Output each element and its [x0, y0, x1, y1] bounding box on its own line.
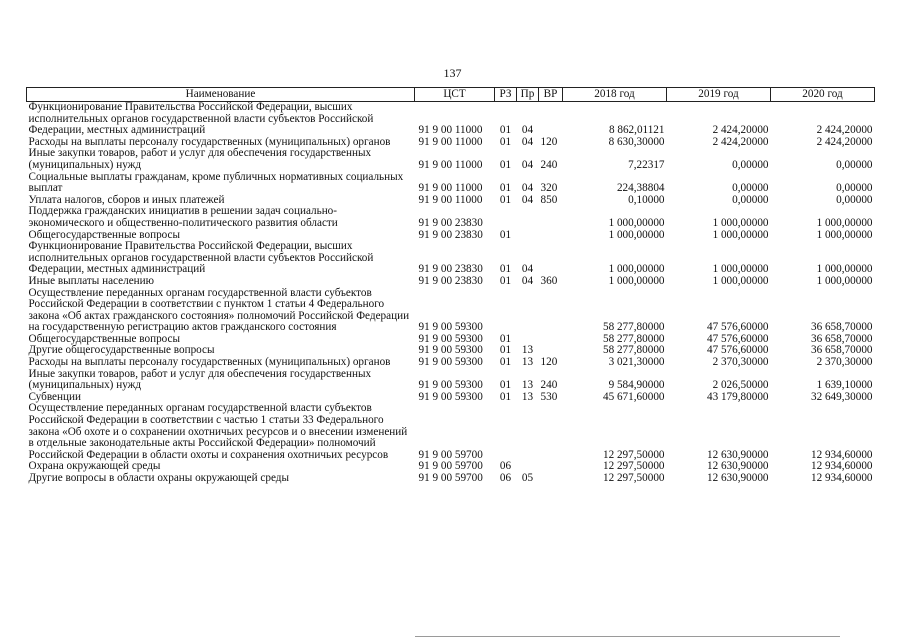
table-row: [27, 369, 875, 392]
row-rz: 01: [499, 390, 512, 403]
row-pr: 13: [521, 390, 534, 403]
row-vr: [539, 230, 563, 242]
header-cst: ЦСТ: [415, 88, 495, 102]
table-row: [27, 357, 875, 369]
row-2018: 0,10000: [628, 193, 665, 206]
row-rz: 06: [499, 460, 512, 473]
table-header-row: [27, 88, 875, 102]
row-pr: [517, 403, 539, 461]
row-2018: 12 297,50000: [602, 472, 665, 484]
row-vr: [539, 461, 563, 473]
row-name: Поддержка гражданских инициатив в решении задач социально-экономического и общественно-политического развития области: [28, 205, 338, 229]
row-rz: 01: [499, 274, 512, 287]
row-2020: 0,00000: [836, 158, 873, 171]
row-2020: 1 000,00000: [816, 216, 873, 229]
page-number: 137: [443, 66, 462, 80]
row-cst: 91 9 00 11000: [418, 182, 483, 195]
row-rz: 01: [499, 135, 512, 148]
table-row: [27, 148, 875, 171]
row-2019: 2 370,30000: [712, 356, 769, 369]
row-vr: [539, 473, 563, 485]
row-pr: [517, 288, 539, 334]
row-2020: 1 000,00000: [816, 263, 873, 276]
header-2020: 2020 год: [771, 88, 875, 102]
row-2019: 1 000,00000: [712, 263, 769, 276]
row-name: Охрана окружающей среды: [28, 460, 161, 473]
row-2019: 2 026,50000: [712, 379, 769, 392]
row-vr: [539, 403, 563, 461]
row-cst: 91 9 00 59700: [418, 460, 483, 473]
row-2018: 7,22317: [628, 158, 665, 171]
row-2019: 47 576,60000: [706, 344, 769, 357]
row-cst: 91 9 00 59700: [418, 448, 483, 461]
row-2018: 1 000,00000: [608, 274, 665, 287]
row-2020: 36 658,70000: [810, 344, 873, 357]
row-pr: 04: [521, 274, 534, 287]
row-2018: 45 671,60000: [602, 390, 665, 403]
header-pr: Пр: [517, 88, 539, 102]
row-rz: 01: [499, 193, 512, 206]
row-rz: 01: [499, 182, 512, 195]
row-pr: 04: [521, 263, 534, 276]
row-2019: 1 000,00000: [712, 274, 769, 287]
header-2019: 2019 год: [667, 88, 771, 102]
row-rz: 01: [499, 356, 512, 369]
row-vr: [539, 334, 563, 346]
row-2019: 0,00000: [732, 158, 769, 171]
row-name: Функционирование Правительства Российской Федерации, высших исполнительных органов государственной власти субъектов Российской Федерации, местных администраций: [28, 240, 374, 276]
row-name: Иные выплаты населению: [28, 274, 154, 287]
row-vr: 530: [540, 390, 558, 403]
row-2020: 1 000,00000: [816, 274, 873, 287]
row-rz: 01: [499, 344, 512, 357]
row-name: Уплата налогов, сборов и иных платежей: [28, 193, 225, 206]
row-rz: 01: [499, 332, 512, 345]
row-cst: 91 9 00 59300: [418, 321, 483, 334]
table-row: [27, 206, 875, 229]
row-2018: 1 000,00000: [608, 263, 665, 276]
row-2020: 2 424,20000: [816, 135, 873, 148]
row-2020: 0,00000: [836, 193, 873, 206]
row-2018: 12 297,50000: [602, 460, 665, 473]
row-cst: 91 9 00 59300: [418, 379, 483, 392]
row-2019: 12 630,90000: [706, 460, 769, 473]
row-2018: 1 000,00000: [608, 216, 665, 229]
row-2018: 8 862,01121: [608, 124, 665, 137]
row-vr: 120: [540, 356, 558, 369]
row-pr: 04: [521, 124, 534, 137]
row-name: Осуществление переданных органам государственной власти субъектов Российской Федерации в соответствии с частью 1 статьи 33 Федерального закона «Об охоте и о сохранении охотничьих ресурсов и о внесении изменений в отдельные законодательные акты Российской Федерации» полномочий Российской Федерации в области охоты и сохранения охотничьих ресурсов: [28, 402, 408, 461]
row-name: Социальные выплаты гражданам, кроме публичных нормативных социальных выплат: [28, 170, 404, 195]
row-name: Общегосударственные вопросы: [28, 228, 181, 241]
table-row: [27, 288, 875, 334]
row-vr: [539, 206, 563, 229]
row-2019: 0,00000: [732, 193, 769, 206]
row-rz: 01: [499, 228, 512, 241]
row-2020: 0,00000: [836, 182, 873, 195]
row-vr: 320: [540, 182, 558, 195]
row-name: Иные закупки товаров, работ и услуг для обеспечения государственных (муниципальных) нужд: [28, 147, 372, 171]
row-cst: 91 9 00 23830: [418, 263, 483, 276]
row-2020: 12 934,60000: [810, 448, 873, 461]
budget-table: [26, 87, 875, 485]
row-rz: 01: [499, 124, 512, 137]
table-row: [27, 102, 875, 137]
row-rz: [495, 403, 517, 461]
row-vr: 360: [540, 274, 558, 287]
row-2018: 1 000,00000: [608, 228, 665, 241]
table-row: [27, 172, 875, 195]
row-2018: 58 277,80000: [602, 344, 665, 357]
row-2020: 12 934,60000: [810, 472, 873, 484]
row-cst: 91 9 00 59300: [418, 344, 483, 357]
table-row: [27, 241, 875, 276]
header-2018: 2018 год: [563, 88, 667, 102]
table-row: [27, 403, 875, 461]
row-name: Иные закупки товаров, работ и услуг для обеспечения государственных (муниципальных) нужд: [28, 367, 372, 392]
row-vr: 850: [540, 193, 558, 206]
row-cst: 91 9 00 23830: [418, 274, 483, 287]
row-cst: 91 9 00 59700: [418, 472, 483, 484]
row-2018: 9 584,90000: [608, 379, 665, 392]
row-pr: 13: [521, 356, 534, 369]
row-name: Осуществление переданных органам государственной власти субъектов Российской Федерации в соответствии с пунктом 1 статьи 4 Федерального закона «Об актах гражданского состояния» полномочий Российской Федерации на государственную регистрацию актов гражданского состояния: [28, 286, 410, 334]
row-2020: 1 639,10000: [816, 379, 873, 392]
row-2018: 12 297,50000: [602, 448, 665, 461]
row-pr: 04: [521, 182, 534, 195]
row-cst: 91 9 00 11000: [418, 124, 483, 137]
row-cst: 91 9 00 11000: [418, 158, 483, 171]
row-rz: 01: [499, 263, 512, 276]
row-pr: 05: [521, 472, 534, 484]
row-vr: 120: [540, 135, 558, 148]
row-cst: 91 9 00 11000: [418, 135, 483, 148]
row-pr: [517, 230, 539, 242]
row-pr: 04: [521, 158, 534, 171]
header-name: Наименование: [27, 88, 415, 102]
footer-divider: [415, 636, 840, 637]
table-row: [27, 276, 875, 288]
row-2019: 1 000,00000: [712, 228, 769, 241]
row-2020: 12 934,60000: [810, 460, 873, 473]
row-name: Расходы на выплаты персоналу государственных (муниципальных) органов: [28, 135, 391, 148]
row-2020: 1 000,00000: [816, 228, 873, 241]
row-2018: 58 277,80000: [602, 321, 665, 334]
row-name: Другие общегосударственные вопросы: [28, 344, 215, 357]
row-2019: 2 424,20000: [712, 124, 769, 137]
row-name: Расходы на выплаты персоналу государственных (муниципальных) органов: [28, 356, 391, 369]
row-2020: 36 658,70000: [810, 321, 873, 334]
row-2020: 2 424,20000: [816, 124, 873, 137]
row-2019: 12 630,90000: [706, 472, 769, 484]
row-vr: [539, 241, 563, 276]
row-2020: 32 649,30000: [810, 390, 873, 403]
row-2019: 2 424,20000: [712, 135, 769, 148]
row-vr: 240: [540, 158, 558, 171]
row-pr: 04: [521, 193, 534, 206]
row-2019: 47 576,60000: [706, 321, 769, 334]
row-2019: 43 179,80000: [706, 390, 769, 403]
row-2020: 2 370,30000: [816, 356, 873, 369]
row-pr: 13: [521, 379, 534, 392]
row-2018: 8 630,30000: [608, 135, 665, 148]
row-name: Субвенции: [28, 390, 81, 403]
row-rz: [495, 288, 517, 334]
table-row: [27, 473, 875, 485]
row-vr: [539, 102, 563, 137]
row-rz: 06: [499, 472, 512, 484]
row-2019: 47 576,60000: [706, 332, 769, 345]
row-cst: 91 9 00 23830: [418, 216, 483, 229]
row-2020: 36 658,70000: [810, 332, 873, 345]
row-2019: 1 000,00000: [712, 216, 769, 229]
row-2019: 12 630,90000: [706, 448, 769, 461]
row-cst: 91 9 00 59300: [418, 390, 483, 403]
row-rz: 01: [499, 379, 512, 392]
row-pr: [517, 206, 539, 229]
row-cst: 91 9 00 23830: [418, 228, 483, 241]
row-2018: 224,38804: [616, 182, 665, 195]
row-vr: 240: [540, 379, 558, 392]
row-rz: 01: [499, 158, 512, 171]
row-2018: 3 021,30000: [608, 356, 665, 369]
row-name: Другие вопросы в области охраны окружающей среды: [28, 472, 290, 484]
row-name: Функционирование Правительства Российской Федерации, высших исполнительных органов государственной власти субъектов Российской Федерации, местных администраций: [28, 101, 374, 137]
row-2018: 58 277,80000: [602, 332, 665, 345]
row-vr: [539, 288, 563, 334]
row-pr: 04: [521, 135, 534, 148]
row-2019: 0,00000: [732, 182, 769, 195]
table-body: [27, 102, 875, 485]
row-pr: 13: [521, 344, 534, 357]
header-vr: ВР: [539, 88, 563, 102]
row-rz: [495, 206, 517, 229]
header-rz: РЗ: [495, 88, 517, 102]
row-name: Общегосударственные вопросы: [28, 332, 181, 345]
row-cst: 91 9 00 59300: [418, 356, 483, 369]
row-cst: 91 9 00 11000: [418, 193, 483, 206]
row-cst: 91 9 00 59300: [418, 332, 483, 345]
